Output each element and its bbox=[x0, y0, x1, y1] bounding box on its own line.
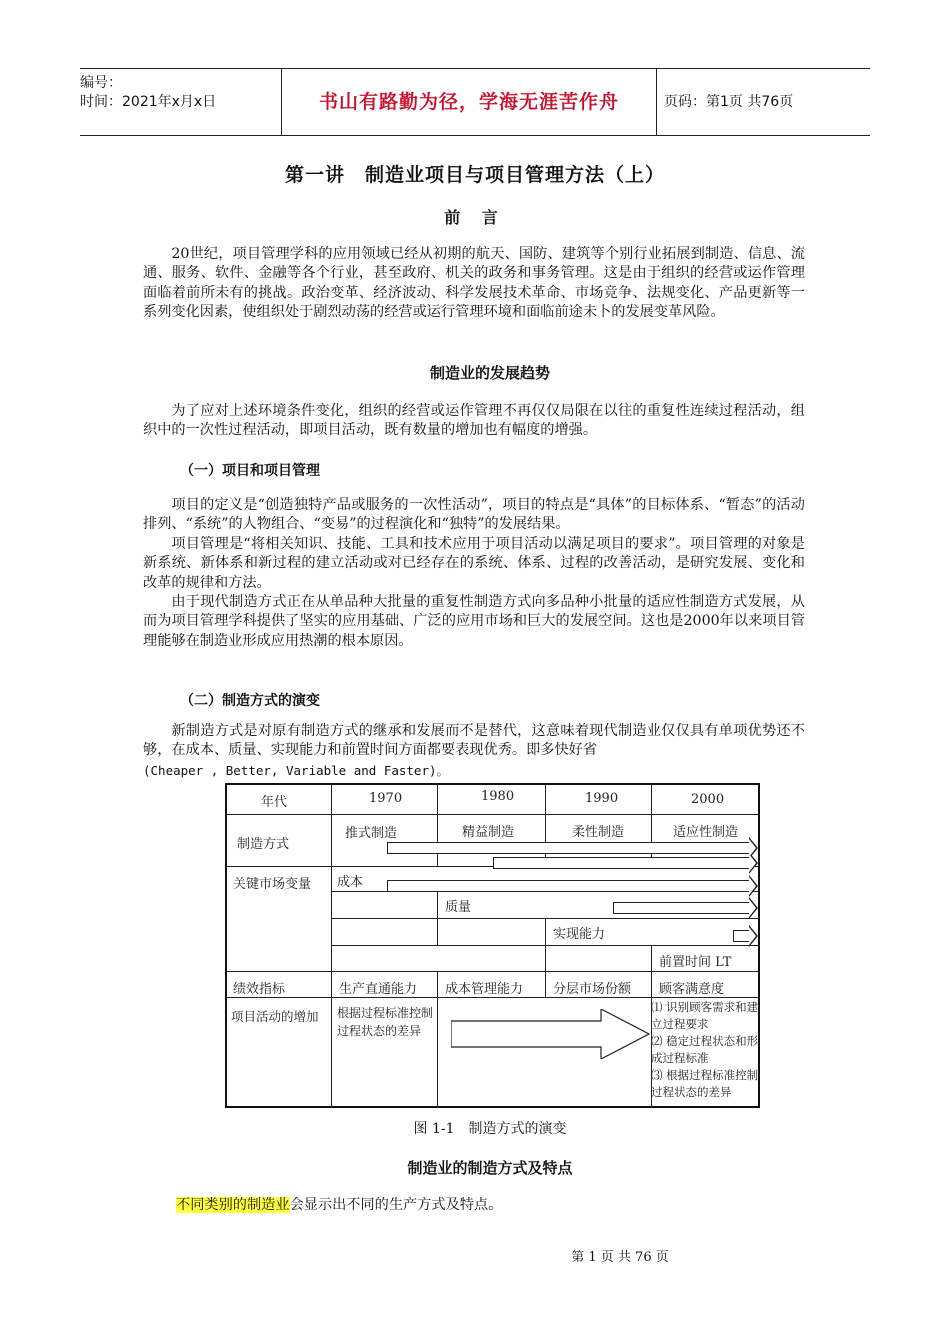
big-arrow-icon bbox=[451, 1009, 651, 1059]
date-label: 时间：2021年x月x日 bbox=[80, 94, 217, 110]
header-motto: 书山有路勤为径，学海无涯苦作舟 bbox=[281, 69, 657, 135]
fig-market-var: 前置时间 LT bbox=[659, 955, 732, 970]
section1-para: 项目的定义是“创造独特产品或服务的一次性活动”，项目的特点是“具体”的目标体系、“暂态”的活动排列、“系统”的人物组合、“变易”的过程演化和“独特”的发展结果。 bbox=[143, 497, 805, 533]
fig-proj-left: 根据过程标准控制过程状态的差异 bbox=[337, 1006, 434, 1038]
fig-header-label: 年代 bbox=[261, 795, 288, 810]
arrow-cost bbox=[387, 880, 749, 892]
fig-row-proj-label: 项目活动的增加 bbox=[231, 1009, 319, 1024]
header-page-info: 页码：第1页 共76页 bbox=[664, 94, 794, 110]
fig-perf-item: 分层市场份额 bbox=[553, 982, 632, 997]
mfg-text-rest: 会显示出不同的生产方式及特点。 bbox=[289, 1197, 503, 1213]
page-header bbox=[80, 68, 870, 136]
section2-english: (Cheaper , Better, Variable and Faster)。 bbox=[143, 762, 449, 778]
mfg-heading: 制造业的制造方式及特点 bbox=[407, 1159, 573, 1177]
fig-row-perf-label: 绩效指标 bbox=[233, 982, 286, 997]
fig-market-var: 质量 bbox=[445, 900, 472, 915]
highlighted-text: 不同类别的制造业 bbox=[176, 1197, 290, 1213]
arrow-quality bbox=[613, 902, 749, 914]
fig-mfg-mode: 精益制造 bbox=[462, 825, 515, 840]
page-footer: 第 1 页 共 76 页 bbox=[571, 1250, 669, 1265]
section2-heading: （二）制造方式的演变 bbox=[180, 693, 320, 709]
fig-perf-item: 生产直通能力 bbox=[339, 982, 418, 997]
section1-heading: （一）项目和项目管理 bbox=[180, 463, 320, 479]
trend-paragraph: 为了应对上述环境条件变化，组织的经营或运作管理不再仅仅局限在以往的重复性连续过程活动，组织中的一次性过程活动，即项目活动，既有数量的增加也有幅度的增强。 bbox=[143, 403, 805, 439]
arrow-push bbox=[387, 842, 749, 854]
header-meta bbox=[80, 69, 281, 140]
fig-mfg-mode: 柔性制造 bbox=[572, 825, 625, 840]
arrow-lean bbox=[493, 857, 749, 869]
trend-heading: 制造业的发展趋势 bbox=[429, 364, 550, 382]
fig-mfg-mode: 推式制造 bbox=[345, 826, 398, 841]
figure-caption: 图 1-1 制造方式的演变 bbox=[413, 1121, 567, 1137]
fig-market-var: 成本 bbox=[337, 875, 364, 890]
mfg-paragraph bbox=[176, 1196, 816, 1215]
fig-proj-step: ⑶ 根据过程标准控制过程状态的差异 bbox=[651, 1068, 759, 1099]
preface-heading: 前 言 bbox=[444, 208, 506, 227]
fig-row-market-label: 关键市场变量 bbox=[233, 877, 312, 892]
fig-row-mfg-label: 制造方式 bbox=[237, 837, 290, 852]
fig-market-var: 实现能力 bbox=[553, 927, 606, 942]
arrow-capability bbox=[733, 930, 749, 942]
fig-proj-right bbox=[651, 999, 761, 1101]
section1-para: 由于现代制造方式正在从单品种大批量的重复性制造方式向多品种小批量的适应性制造方式发展，从而为项目管理学科提供了坚实的应用基础、广泛的应用市场和巨大的发展空间。这也是2000年以来项目管理能够在制造业形成应用热潮的根本原因。 bbox=[143, 594, 805, 649]
fig-year: 2000 bbox=[691, 792, 725, 807]
fig-perf-item: 成本管理能力 bbox=[445, 982, 524, 997]
figure-mfg-evolution bbox=[225, 783, 760, 1108]
fig-proj-step: ⑵ 稳定过程状态和形成过程标准 bbox=[651, 1034, 759, 1065]
fig-year: 1970 bbox=[369, 791, 403, 806]
section2-paragraph: 新制造方式是对原有制造方式的继承和发展而不是替代，这意味着现代制造业仅仅具有单项优势还不够，在成本、质量、实现能力和前置时间方面都要表现优秀。即多快好省 (Cheaper , Better, Variable and Faster)。 bbox=[143, 722, 805, 780]
section1-body bbox=[143, 496, 805, 651]
number-label: 编号： bbox=[80, 75, 122, 91]
fig-perf-item: 顾客满意度 bbox=[659, 982, 725, 997]
fig-year: 1990 bbox=[585, 791, 619, 806]
preface-paragraph: 20世纪，项目管理学科的应用领域已经从初期的航天、国防、建筑等个别行业拓展到制造、信息、流通、服务、软件、金融等各个行业，甚至政府、机关的政务和事务管理。这是由于组织的经营或运作管理面临着前所未有的挑战。政治变革、经济波动、科学发展技术革命、市场竞争、法规变化、产品更新等一系列变化因素，使组织处于剧烈动荡的经营或运行管理环境和面临前途未卜的发展变革风险。 bbox=[143, 246, 805, 321]
fig-mfg-mode: 适应性制造 bbox=[673, 825, 739, 840]
fig-year: 1980 bbox=[481, 789, 515, 804]
section1-para: 项目管理是“将相关知识、技能、工具和技术应用于项目活动以满足项目的要求”。项目管理的对象是新系统、新体系和新过程的建立活动或对已经存在的系统、体系、过程的改善活动，是研究发展、变化和改革的规律和方法。 bbox=[143, 535, 805, 591]
fig-proj-step: ⑴ 识别顾客需求和建立过程要求 bbox=[651, 1000, 759, 1031]
page-title: 第一讲 制造业项目与项目管理方法（上） bbox=[284, 164, 665, 186]
